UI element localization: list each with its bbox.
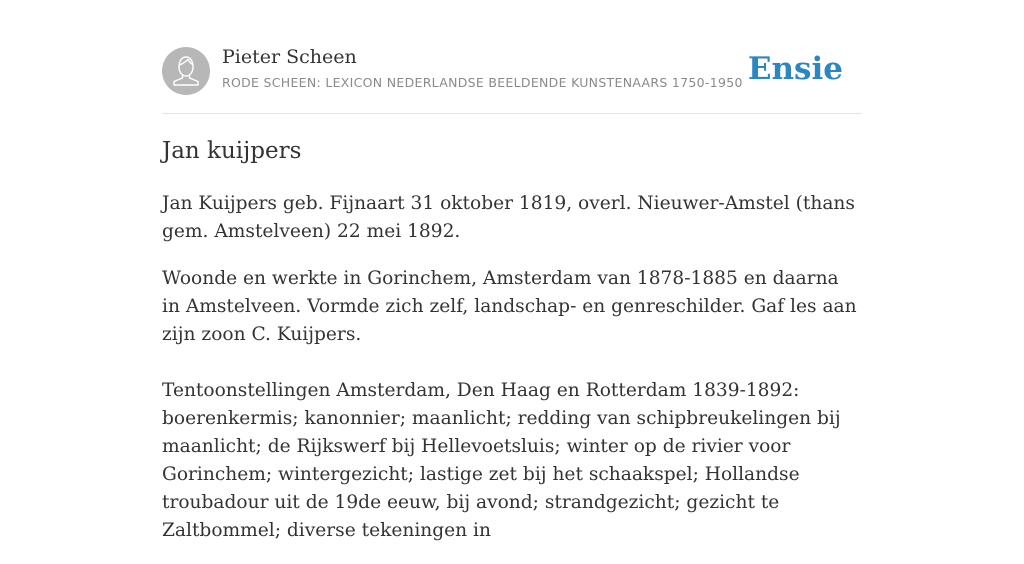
article-paragraph: Jan Kuijpers geb. Fijnaart 31 oktober 1819, overl. Nieuwer-Amstel (thans gem. Amstelveen) 22 mei 1892. <box>162 193 855 242</box>
user-icon <box>162 47 210 95</box>
article-title: Jan kuijpers <box>162 138 302 164</box>
paragraph-spacer <box>162 349 862 377</box>
page <box>162 0 862 541</box>
header <box>162 0 862 114</box>
author-source: RODE SCHEEN: LEXICON NEDERLANDSE BEELDENDE KUNSTENAARS 1750-1950 <box>222 75 743 90</box>
article-paragraph: Tentoonstellingen Amsterdam, Den Haag en Rotterdam 1839-1892: boerenkermis; kanonnier; maanlicht; redding van schipbreukelingen bij maanlicht; de Rijkswerf bij Hellevoetsluis; winter op de rivier voor Gorinchem; wintergezicht; lastige zet bij het schaakspel; Hollandse troubadour uit de 19de eeuw, bij avond; strandgezicht; gezicht te Zaltbommel; diverse tekeningen in <box>162 380 841 541</box>
ensie-logo[interactable]: Ensie <box>747 51 843 87</box>
article-paragraph: Woonde en werkte in Gorinchem, Amsterdam van 1878-1885 en daarna in Amstelveen. Vormde zich zelf, landschap- en genreschilder. Gaf les aan zijn zoon C. Kuijpers. <box>162 268 857 345</box>
avatar[interactable] <box>162 47 210 95</box>
article-content <box>162 190 862 564</box>
author-name[interactable]: Pieter Scheen <box>222 46 357 68</box>
